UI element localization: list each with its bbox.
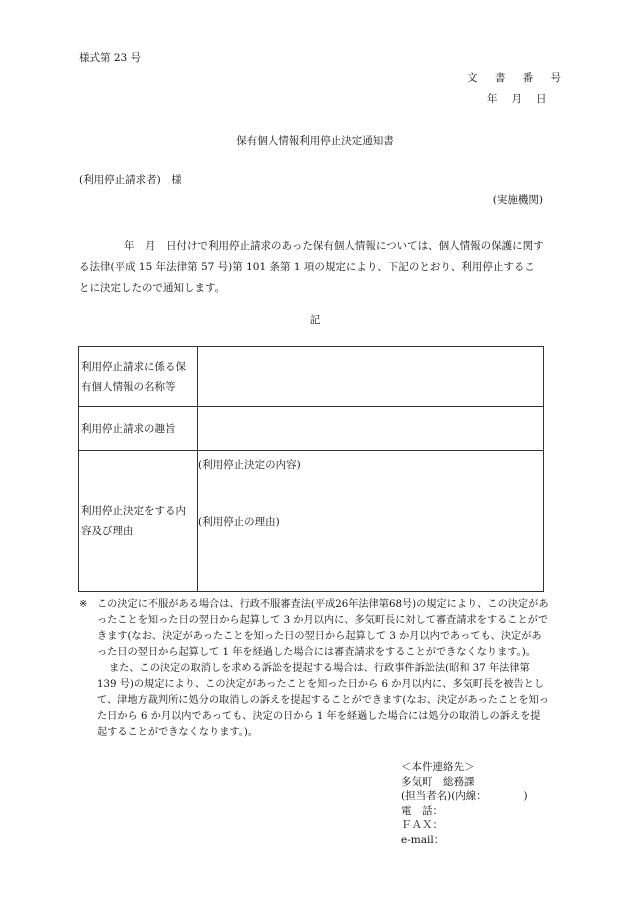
contact-department: 多気町 総務課 — [401, 775, 475, 788]
row3-label: 利用停止決定をする内容及び理由 — [79, 451, 198, 592]
decision-reason-label: (利用停止の理由) — [198, 516, 280, 528]
document-number-label: 文 書 番 号 — [467, 72, 569, 84]
ki-heading: 記 — [309, 314, 321, 326]
details-table — [78, 346, 544, 592]
contact-heading: ＜本件連絡先＞ — [401, 761, 475, 773]
contact-phone: 電 話： — [401, 804, 443, 817]
date-line — [487, 91, 547, 106]
date-day: 日 — [536, 93, 547, 105]
row1-value[interactable] — [198, 347, 544, 407]
notes-section — [79, 597, 549, 741]
form-number: 様式第 23 号 — [79, 52, 142, 64]
implementing-agency: (実施機関) — [492, 194, 543, 206]
row2-value[interactable] — [198, 407, 544, 451]
document-title: 保有個人情報利用停止決定通知書 — [236, 135, 394, 147]
row1-label: 利用停止請求に係る保有個人情報の名称等 — [79, 347, 198, 407]
table-row — [79, 347, 544, 407]
table-row — [79, 407, 544, 451]
row2-label: 利用停止請求の趣旨 — [79, 407, 198, 451]
decision-content-label: (利用停止決定の内容) — [198, 459, 301, 471]
date-year: 年 — [487, 93, 498, 105]
note1-text: この決定に不服がある場合は、行政不服審査法(平成26年法律第68号)の規定により、この決定があったことを知った日の翌日から起算して 3 か月以内に、多気町長に対して審査請求をすることができます(なお、決定があったことを知った日の翌日から起算して 3 か月以内であっても、決定があった日の翌日から起算して 1 年を経過した場合には審査請求をすることができなくなります。)。 — [97, 599, 549, 658]
contact-block — [401, 760, 528, 847]
contact-fax: ＦＡＸ： — [401, 819, 443, 831]
body-text: 年 月 日付けで利用停止請求のあった保有個人情報については、個人情報の保護に関する法律(平成 15 年法律第 57 号)第 101 条第 1 項の規定により、下記のとおり、利用停止することに決定したので通知します。 — [79, 240, 544, 294]
note-appeal — [79, 597, 549, 661]
contact-email: e-mail： — [401, 833, 445, 846]
addressee: (利用停止請求者) 様 — [79, 174, 182, 186]
contact-person: (担当者名)(内線： ) — [401, 790, 528, 802]
note-mark: ※ — [79, 599, 88, 610]
note-lawsuit: また、この決定の取消しを求める訴訟を提起する場合は、行政事件訴訟法(昭和 37 年法律第 139 号)の規定により、この決定があったことを知った日から 6 か月以内に、多気町長を被告として、津地方裁判所に処分の取消しの訴えを提起することができます(なお、決定があったことを知った日から 6 か月以内であっても、決定の日から 1 年を経過した場合には処分の取消しの訴えを提起することができなくなります。)。 — [97, 663, 549, 738]
body-paragraph — [79, 236, 545, 299]
date-month: 月 — [511, 93, 522, 105]
table-row — [79, 451, 544, 592]
row3-value[interactable] — [198, 451, 544, 592]
